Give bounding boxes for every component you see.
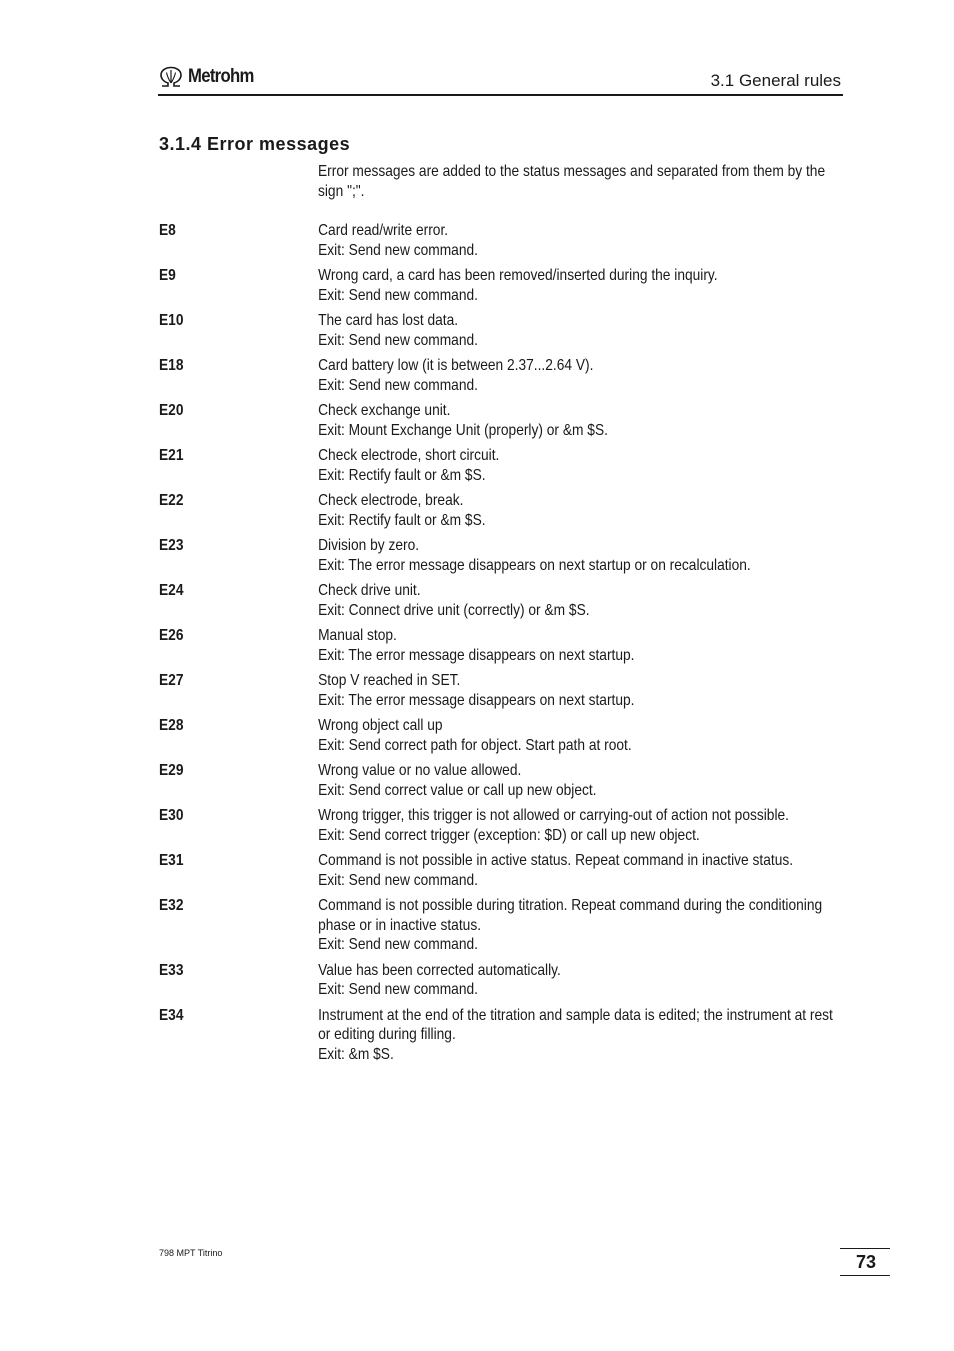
error-exit-line: Exit: The error message disappears on next startup.	[318, 691, 635, 709]
error-code: E32	[159, 897, 184, 914]
error-text-line: Command is not possible during titration. Repeat command during the conditioning phase or in inactive status.	[318, 897, 823, 934]
error-entry	[159, 581, 847, 620]
error-entry	[159, 446, 847, 485]
error-description	[318, 626, 838, 665]
error-entry	[159, 536, 847, 575]
error-entry	[159, 491, 847, 530]
logo-text: Metrohm	[188, 66, 254, 87]
error-text-line: Card battery low (it is between 2.37...2.64 V).	[318, 357, 594, 374]
error-entry	[159, 806, 847, 845]
error-description	[318, 401, 838, 440]
error-exit-line: Exit: Send new command.	[318, 241, 478, 259]
error-entry	[159, 356, 847, 395]
error-code: E21	[159, 447, 184, 464]
error-text-line: Check electrode, short circuit.	[318, 447, 500, 464]
error-exit-line: Exit: &m $S.	[318, 1045, 394, 1063]
error-description	[318, 961, 838, 1000]
error-description	[318, 896, 838, 955]
error-code: E29	[159, 762, 184, 779]
footer-product: 798 MPT Titrino	[159, 1248, 223, 1258]
error-code: E28	[159, 717, 184, 734]
error-text-line: Check exchange unit.	[318, 402, 451, 419]
error-text-line: Wrong object call up	[318, 717, 443, 734]
error-code: E20	[159, 402, 184, 419]
error-exit-line: Exit: The error message disappears on next startup.	[318, 646, 635, 664]
error-description	[318, 446, 838, 485]
error-description	[318, 716, 838, 755]
error-description	[318, 221, 838, 260]
error-text-line: Division by zero.	[318, 537, 420, 554]
error-text-line: Card read/write error.	[318, 222, 449, 239]
error-exit-line: Exit: Send correct path for object. Start path at root.	[318, 736, 632, 754]
error-exit-line: Exit: Send new command.	[318, 871, 478, 889]
error-description	[318, 581, 838, 620]
error-code: E24	[159, 582, 184, 599]
error-message-list	[159, 221, 847, 1070]
error-exit-line: Exit: Send new command.	[318, 331, 478, 349]
error-description	[318, 1006, 838, 1065]
error-exit-line: Exit: Send new command.	[318, 981, 478, 998]
error-text-line: Wrong value or no value allowed.	[318, 762, 522, 779]
page-number: 73	[855, 1252, 876, 1272]
metrohm-logo	[158, 66, 263, 88]
error-entry	[159, 761, 847, 800]
error-description	[318, 491, 838, 530]
error-exit-line: Exit: Send new command.	[318, 286, 478, 304]
error-description	[318, 356, 838, 395]
error-text-line: Command is not possible in active status. Repeat command in inactive status.	[318, 852, 794, 869]
error-entry	[159, 851, 847, 890]
error-entry	[159, 626, 847, 665]
error-entry	[159, 961, 847, 1000]
error-description	[318, 311, 838, 350]
error-code: E9	[159, 267, 176, 284]
error-text-line: Wrong trigger, this trigger is not allowed or carrying-out of action not possible.	[318, 807, 789, 824]
error-description	[318, 806, 838, 845]
error-exit-line: Exit: Rectify fault or &m $S.	[318, 466, 486, 484]
error-entry	[159, 1006, 847, 1065]
section-heading: 3.1.4 Error messages	[159, 134, 351, 154]
error-entry	[159, 671, 847, 710]
error-code: E23	[159, 537, 184, 554]
error-text-line: Check electrode, break.	[318, 492, 464, 509]
error-exit-line: Exit: Send correct value or call up new object.	[318, 781, 597, 799]
error-entry	[159, 311, 847, 350]
error-exit-line: Exit: Send correct trigger (exception: $D) or call up new object.	[318, 826, 700, 844]
error-description	[318, 761, 838, 800]
error-text-line: Instrument at the end of the titration and sample data is edited; the instrument at rest or editing during filling.	[318, 1006, 833, 1043]
section-title: 3.1 General rules	[710, 71, 841, 90]
intro-paragraph: Error messages are added to the status messages and separated from them by the sign ";".	[318, 163, 826, 200]
error-entry	[159, 716, 847, 755]
page-header	[158, 66, 843, 96]
error-code: E26	[159, 627, 184, 644]
error-code: E8	[159, 222, 176, 239]
error-exit-line: Exit: The error message disappears on next startup or on recalculation.	[318, 556, 751, 574]
error-code: E30	[159, 807, 184, 824]
error-entry	[159, 266, 847, 305]
error-entry	[159, 401, 847, 440]
error-entry	[159, 896, 847, 955]
page-number-box	[840, 1248, 890, 1276]
error-exit-line: Exit: Rectify fault or &m $S.	[318, 511, 486, 529]
error-code: E34	[159, 1006, 184, 1024]
error-code: E27	[159, 672, 184, 689]
error-description	[318, 851, 838, 890]
error-description	[318, 536, 838, 575]
error-exit-line: Exit: Send new command.	[318, 376, 478, 394]
error-exit-line: Exit: Connect drive unit (correctly) or &m $S.	[318, 601, 590, 619]
error-entry	[159, 221, 847, 260]
error-text-line: Value has been corrected automatically.	[318, 961, 561, 979]
error-text-line: The card has lost data.	[318, 312, 459, 329]
error-text-line: Manual stop.	[318, 627, 397, 644]
error-code: E10	[159, 312, 184, 329]
error-description	[318, 266, 838, 305]
error-text-line: Check drive unit.	[318, 582, 421, 599]
error-exit-line: Exit: Mount Exchange Unit (properly) or &m $S.	[318, 421, 608, 439]
error-description	[318, 671, 838, 710]
error-code: E22	[159, 492, 184, 509]
error-text-line: Stop V reached in SET.	[318, 672, 461, 689]
error-code: E31	[159, 852, 184, 869]
error-code: E18	[159, 357, 184, 374]
error-exit-line: Exit: Send new command.	[318, 936, 478, 953]
error-code: E33	[159, 961, 184, 979]
error-text-line: Wrong card, a card has been removed/inserted during the inquiry.	[318, 267, 718, 284]
omega-icon	[158, 66, 184, 88]
